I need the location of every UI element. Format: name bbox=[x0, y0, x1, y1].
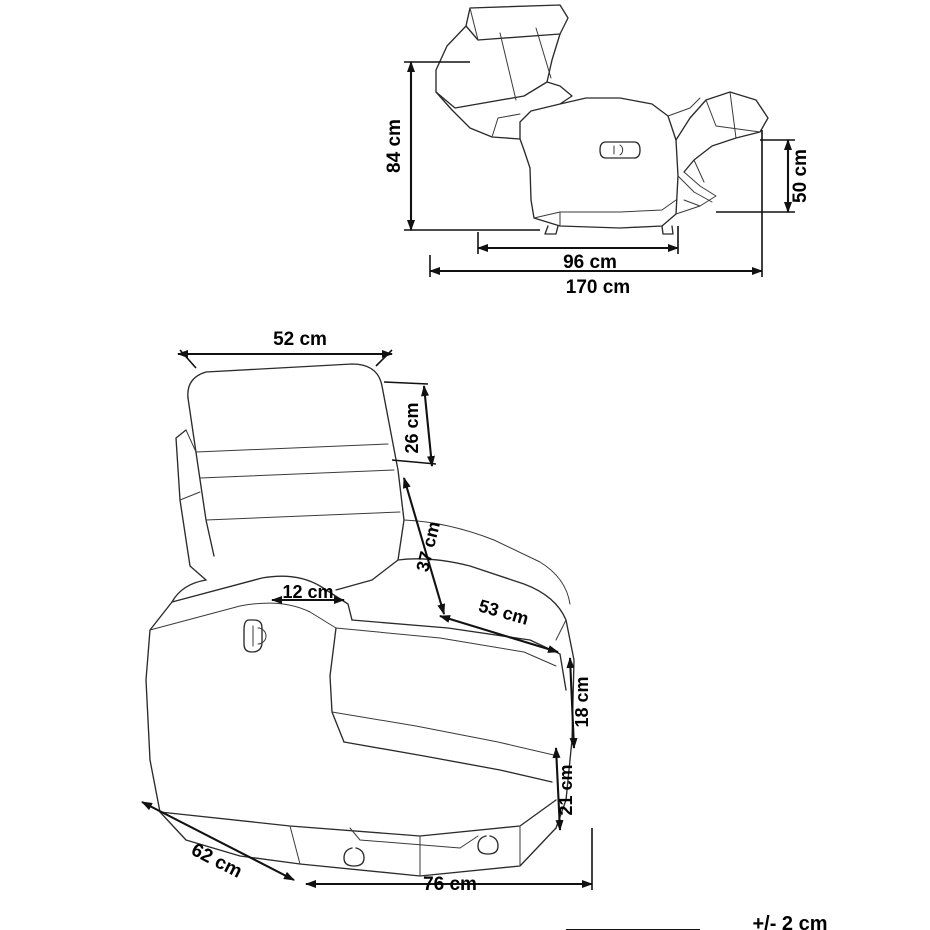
dimension-backrest-height-37 bbox=[404, 478, 444, 614]
dimension-label-50: 50 cm bbox=[790, 149, 811, 203]
dimension-label-84: 84 cm bbox=[384, 119, 405, 173]
dimension-label-37: 37 cm bbox=[412, 519, 445, 574]
tolerance-label: +/- 2 cm bbox=[752, 913, 828, 930]
side-view-reclined-illustration bbox=[436, 5, 768, 234]
dimension-armrest-12 bbox=[272, 582, 344, 602]
dimension-label-62: 62 cm bbox=[187, 839, 246, 883]
dimension-total-width-76 bbox=[306, 828, 592, 895]
dimension-side-depth-62 bbox=[142, 802, 294, 883]
dimension-seat-height-21 bbox=[556, 748, 576, 830]
dimension-label-96: 96 cm bbox=[563, 252, 617, 273]
dimension-seat-depth-53 bbox=[440, 596, 558, 652]
dimension-backrest-width-52 bbox=[178, 329, 392, 368]
dimension-label-12: 12 cm bbox=[282, 582, 334, 602]
tolerance-note bbox=[566, 913, 828, 930]
dimension-label-52: 52 cm bbox=[273, 329, 327, 350]
dimension-depth-96 bbox=[478, 226, 678, 273]
dimension-label-53: 53 cm bbox=[476, 595, 531, 629]
dimension-label-170: 170 cm bbox=[565, 277, 631, 298]
dimension-label-21: 21 cm bbox=[556, 764, 576, 816]
dimension-label-76: 76 cm bbox=[423, 874, 477, 895]
dimension-label-18: 18 cm bbox=[572, 676, 592, 728]
dimension-footrest-50 bbox=[716, 140, 811, 212]
dimension-headrest-26 bbox=[384, 382, 436, 466]
dimension-label-26: 26 cm bbox=[402, 402, 422, 454]
dimension-height-84 bbox=[384, 62, 540, 230]
